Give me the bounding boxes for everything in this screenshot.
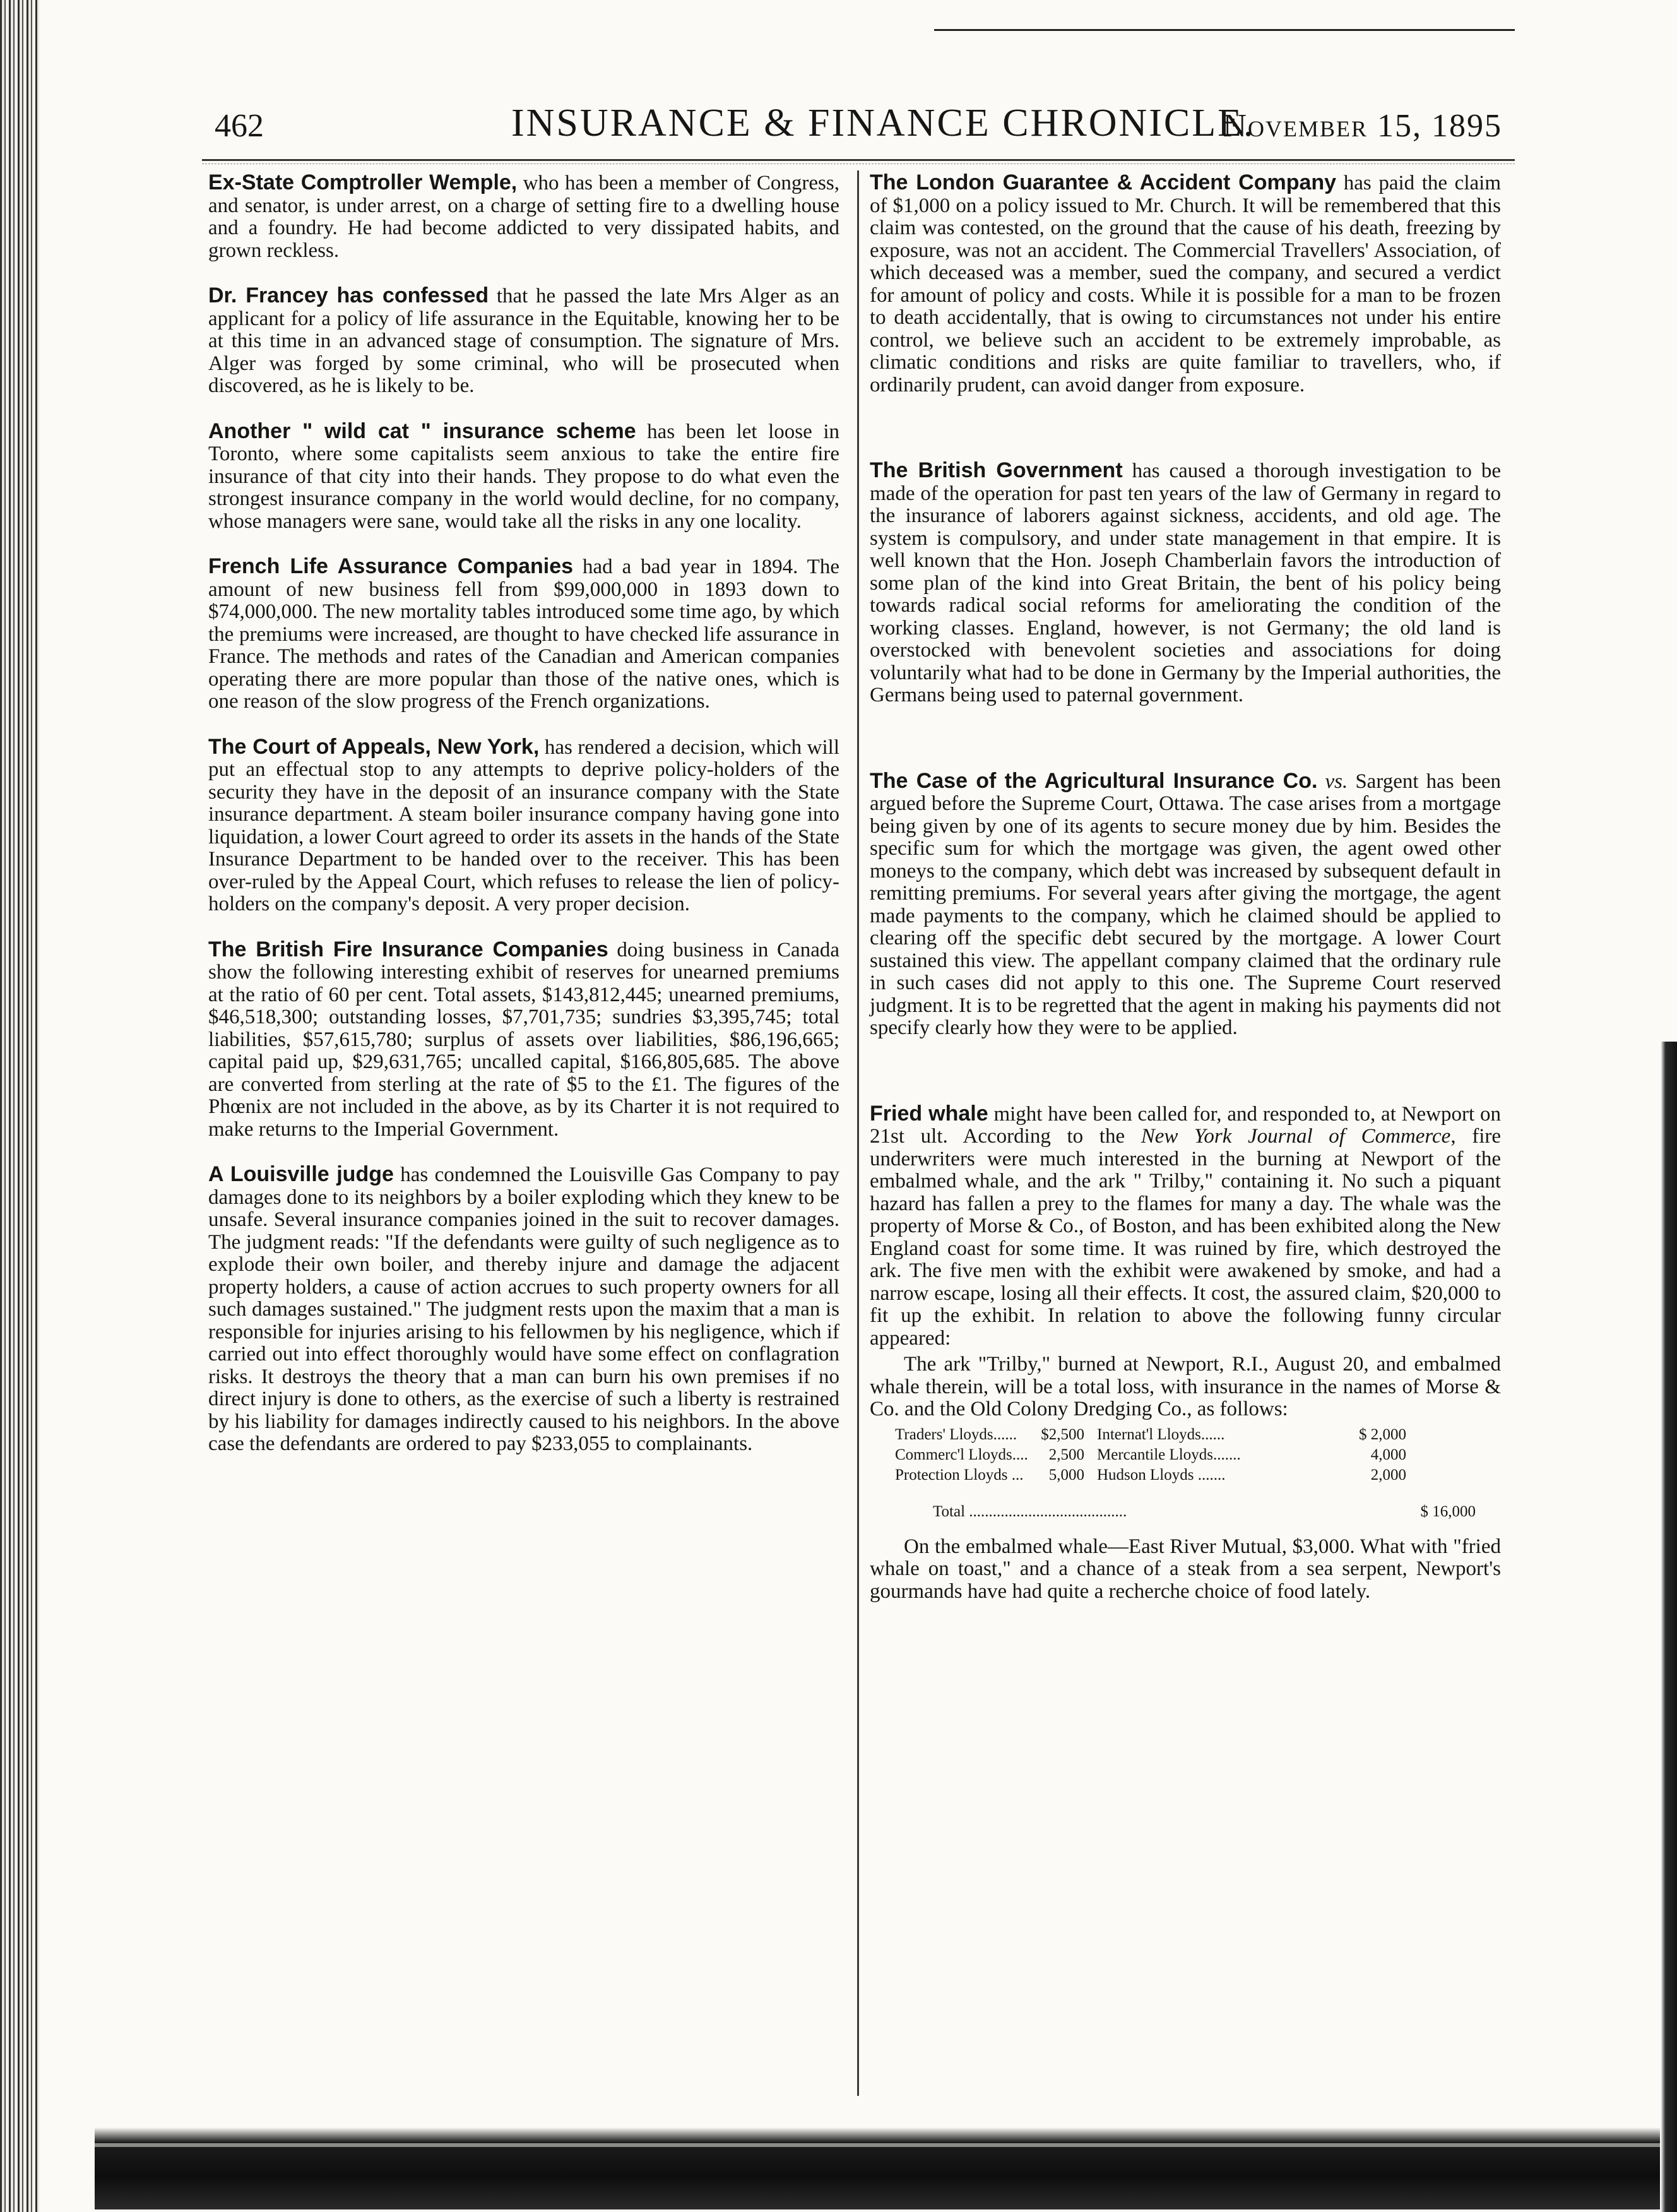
article-text: has rendered a decision, which will put an effectual stop to any attempts to deprive policy-holders of the security they have in the deposit of an insurance company with the State insurance department. A steam boiler insurance company having gone into liquidation, a lower Court agreed to order its assets in the hands of the State Insurance Department to be handed over to the receiver. This has been over-ruled by the Appeal Court, which refuses to release the lien of policy-holders on the company's deposit. A very proper decision. (208, 735, 840, 915)
article-lead: Ex-State Comptroller Wemple, (208, 170, 518, 194)
claim-name: Mercantile Lloyds....... (1097, 1446, 1241, 1463)
article-lead: The Court of Appeals, New York, (208, 734, 540, 759)
circular-text: The ark "Trilby," burned at Newport, R.I., August 20, and embalmed whale therein, will be a total loss, with insurance in the names of Morse & Co. and the Old Colony Dredging Co., as follows: (870, 1353, 1501, 1420)
header-rule (202, 159, 1515, 164)
issue-date: November 15, 1895 (1223, 108, 1502, 144)
page-number: 462 (215, 108, 264, 144)
journal-title: INSURANCE & FINANCE CHRONICLE. (511, 102, 1255, 145)
article-text: might have been called for, and responded to, at Newport on 21st ult. According to the (870, 1102, 1501, 1148)
article-wild-cat (208, 420, 839, 533)
claim-value: $ 2,000 (1359, 1425, 1406, 1443)
scan-footer-bar (95, 2127, 1660, 2209)
claim-name: Traders' Lloyds...... (895, 1425, 1017, 1443)
claims-total-label: Total ........................................ (933, 1502, 1127, 1520)
article-lead: A Louisville judge (208, 1162, 394, 1186)
article-french-life (208, 556, 839, 713)
claims-row (895, 1445, 1476, 1465)
article-francey (208, 285, 839, 398)
article-lead: The British Fire Insurance Companies (208, 937, 608, 961)
article-lead: Another " wild cat " insurance scheme (208, 419, 636, 443)
claim-value: $2,500 (1041, 1425, 1084, 1443)
article-lead: Fried whale (870, 1101, 988, 1126)
article-text: has paid the claim of $1,000 on a policy issued to Mr. Church. It will be remembered that this claim was contested, on the ground that the cause of his death, freezing by exposure, was not an accident. The Commercial Travellers' Association, of which deceased was a member, sued the company, and secured a verdict for amount of policy and costs. While it is possible for a man to be frozen to death accidentally, that is owing to circumstances not under his entire control, we believe such an accident to be extremely improbable, as climatic conditions and risks are quite familiar to travellers, who, if ordinarily prudent, can avoid danger from exposure. (870, 172, 1501, 396)
right-page-edge (1661, 1042, 1677, 2212)
article-text: has caused a thorough investigation to be made of the operation for past ten years of the law of Germany in regard to the insurance of laborers against sickness, accidents, and old age. The system is compulsory, and under state management in that empire. It is well known that the Hon. Joseph Chamberlain favors the introduction of some plan of the kind into Great Britain, the bent of his policy being towards radical social reforms for ameliorating the condition of the working classes. England, however, is not Germany; the old land is overstocked with benevolent societies and associations for doing voluntarily what had to be done in Germany by the Imperial authorities, the Germans being used to paternal government. (870, 460, 1502, 706)
right-column (870, 172, 1501, 1626)
article-court-of-appeals (208, 736, 839, 916)
claim-value: 5,000 (1048, 1466, 1084, 1484)
article-british-fire (208, 939, 839, 1141)
article-fried-whale (870, 1103, 1501, 1350)
claim-name: Protection Lloyds ... (895, 1466, 1024, 1484)
article-text: had a bad year in 1894. The amount of new business fell from $99,000,000 in 1893 down to $74,000,000. The new mortality tables introduced some time ago, by which the premiums were increased, are thought to have checked life assurance in France. The methods and rates of the Canadian and American companies operating there are more popular than those of the native ones, which is one reason of the slow progress of the French organizations. (208, 556, 839, 713)
claim-name: Commerc'l Lloyds.... (895, 1446, 1028, 1463)
article-text: Sargent has been argued before the Supreme Court, Ottawa. The case arises from a mortgage being given by one of its agents to secure money due by him. Besides the specific sum for which the mortgage was given, the agent owed other moneys to the company, which debt was increased by subsequent default in remitting premiums. For several years after giving the mortgage, the agent made payments to the company, which he claimed should be applied to clearing off the specific debt secured by the mortgage. A lower Court sustained this view. The appellant company claimed that the ordinary rule in such cases did not apply to this one. The Supreme Court reserved judgment. It is to be regretted that the agent in making his payments did not specify clearly how they were to be applied. (870, 770, 1501, 1039)
binding-edge (0, 0, 39, 2212)
article-london-guarantee (870, 172, 1501, 396)
article-text: , fire underwriters were much interested in the burning at Newport of the embalmed whale, and the ark " Trilby," containing it. No such a piquant hazard has fallen a prey to the flames for many a day. The whale was the property of Morse & Co., of Boston, and has been exhibited along the New England coast for some time. It was ruined by fire, which destroyed the ark. The five men with the exhibit were awakened by smoke, and had a narrow escape, losing all their effects. It cost, the assured claim, $20,000 to fit up the exhibit. In relation to above the following funny circular appeared: (870, 1125, 1502, 1350)
article-lead-vs: vs. (1317, 770, 1348, 793)
claims-row (895, 1425, 1476, 1445)
claim-value: 2,500 (1048, 1446, 1084, 1463)
article-lead: The Case of the Agricultural Insurance Co. (870, 768, 1318, 793)
article-louisville (208, 1163, 839, 1456)
article-text: that he passed the late Mrs Alger as an applicant for a policy of life assurance in the Equitable, knowing her to be at this time in an advanced stage of consumption. The signature of Mrs. Alger was forged by some criminal, who will be prosecuted when discovered, as he is likely to be. (208, 285, 839, 397)
column-divider (857, 170, 859, 2096)
claim-value: 2,000 (1370, 1466, 1406, 1484)
article-text: has been let loose in Toronto, where some capitalists seem anxious to take the entire fire insurance of that city into their hands. They propose to do what even the strongest insurance company in the world would decline, for no company, whose managers were sane, would take all the risks in any one locality. (208, 420, 840, 533)
page-header (215, 101, 1502, 158)
claims-row (895, 1465, 1476, 1485)
claims-total-row (895, 1502, 1476, 1522)
article-lead: The British Government (870, 458, 1123, 482)
article-lead: French Life Assurance Companies (208, 554, 574, 578)
claims-table (895, 1425, 1501, 1522)
scan-footer-streak (95, 2143, 1660, 2147)
claim-name: Hudson Lloyds ....... (1097, 1466, 1226, 1484)
article-text: doing business in Canada show the following interesting exhibit of reserves for unearned premiums at the ratio of 60 per cent. Total assets, $143,812,445; unearned premiums, $46,518,300; outstanding losses, $7,701,735; sundries $3,395,745; total liabilities, $57,615,780; surplus of assets over liabilities, $86,196,665; capital paid up, $29,631,765; uncalled capital, $166,805,685. The above are converted from sterling at the rate of $5 to the £1. The figures of the Phœnix are not included in the above, as by its Charter it is not required to make returns to the Imperial Government. (208, 938, 839, 1141)
article-text: has condemned the Louisville Gas Company to pay damages done to its neighbors by a boiler exploding which they knew to be unsafe. Several insurance companies joined in the suit to recover damages. The judgment reads: "If the defendants were guilty of such negligence as to explode their own boiler, and thereby injure and damage the adjacent property holders, a cause of action accrues to such property owners for all such damages sustained." The judgment rests upon the maxim that a man is responsible for injuries arising to his fellowmen by his negligence, which if carried out into effect thoroughly would have some effect on conflagration risks. It destroys the theory that a man can burn his own premises if no direct injury is done to others, as the exercise of such a liberty is restrained by his liability for damages indirectly caused to his neighbors. In the above case the defendants are ordered to pay $233,055 to complainants. (208, 1163, 839, 1455)
journal-name: New York Journal of Commerce (1141, 1125, 1451, 1148)
article-wemple (208, 172, 839, 262)
claim-value: 4,000 (1370, 1446, 1406, 1463)
article-british-government (870, 460, 1501, 707)
claim-name: Internat'l Lloyds...... (1097, 1425, 1225, 1443)
claims-total-value: $ 16,000 (1420, 1502, 1476, 1520)
closing-paragraph: On the embalmed whale—East River Mutual, $3,000. What with "fried whale on toast," and a chance of a steak from a sea serpent, Newport's gourmands have had quite a recherche choice of food lately. (870, 1535, 1501, 1603)
article-agricultural (870, 770, 1501, 1040)
left-column (208, 172, 839, 1478)
article-lead: The London Guarantee & Accident Company (870, 170, 1337, 194)
top-rule (934, 29, 1515, 31)
article-text: who has been a member of Congress, and senator, is under arrest, on a charge of setting fire to a dwelling house and a foundry. He had become addicted to very dissipated habits, and grown reckless. (208, 172, 839, 262)
article-lead: Dr. Francey has confessed (208, 283, 489, 307)
